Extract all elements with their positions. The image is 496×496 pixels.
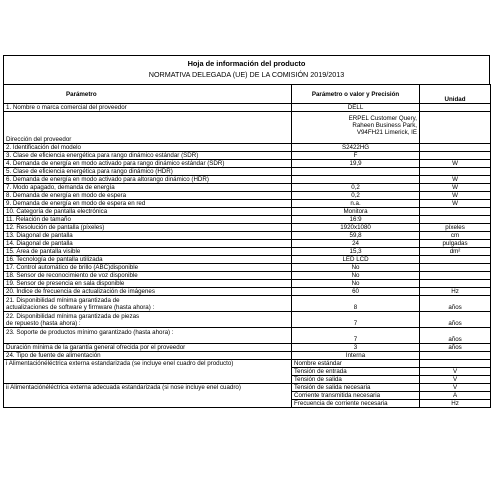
row-value: 7 [292, 328, 420, 344]
row-label: 24. Tipo de fuente de alimentación [4, 352, 292, 360]
row-value: 3 [292, 344, 420, 352]
row-label: 11. Relación de tamaño [4, 216, 292, 224]
row-label: 16. Tecnología de pantalla utilizada [4, 256, 292, 264]
row-value: S2422HG [292, 144, 420, 152]
power-group-i: i Alimentaciónéléctrica externa estandarizada (se incluye enel cuadro del producto) [4, 360, 292, 384]
row-value: LED LCD [292, 256, 420, 264]
table-row [4, 104, 491, 112]
row-unit: años [420, 312, 491, 328]
row-value: 8 [292, 296, 420, 312]
row-unit [420, 216, 491, 224]
table-row [4, 344, 491, 352]
row-label: 9. Demanda de energía en modo de espera en red [4, 200, 292, 208]
table-row [4, 248, 491, 256]
power-unit: V [420, 384, 491, 392]
row-unit: W [420, 200, 491, 208]
row-label: 10. Categoría de pantalla electrónica [4, 208, 292, 216]
table-row [4, 184, 491, 192]
row-label: 1. Nombre o marca comercial del proveedor [4, 104, 292, 112]
power-unit: V [420, 376, 491, 384]
row-label: 4. Demanda de energía en modo activado para rango dinámico estándar (SDR) [4, 160, 292, 168]
row-value: 1920x1080 [292, 224, 420, 232]
row-unit [420, 208, 491, 216]
power-unit: Hz [420, 400, 491, 408]
row-value: Monitora [292, 208, 420, 216]
row-unit [420, 352, 491, 360]
table-row [4, 192, 491, 200]
row-value-line: Raheen Business Park, [352, 122, 418, 129]
row-value: F [292, 152, 420, 160]
product-info-sheet [3, 55, 490, 408]
table-row [4, 208, 491, 216]
row-label [4, 328, 292, 344]
table-row [4, 160, 491, 168]
row-unit: píxeles [420, 224, 491, 232]
row-value: No [292, 272, 420, 280]
row-unit: cm [420, 232, 491, 240]
row-unit [420, 152, 491, 160]
table-row [4, 256, 491, 264]
row-label-line: actualizaciones de software y firmware (hasta ahora) : [6, 304, 155, 311]
power-unit [420, 360, 491, 368]
table-row [4, 152, 491, 160]
row-unit: pulgadas [420, 240, 491, 248]
row-unit [420, 256, 491, 264]
row-value: No [292, 280, 420, 288]
table-row [4, 264, 491, 272]
row-unit [420, 280, 491, 288]
row-label: 3. Clase de eficiencia energética para rango dinámico estándar (SDR) [4, 152, 292, 160]
power-row [4, 384, 491, 392]
row-value: 24 [292, 240, 420, 248]
table-row [4, 112, 491, 144]
row-label: Dirección del proveedor [4, 112, 292, 144]
row-value: 15,3 [292, 248, 420, 256]
table-row [4, 296, 491, 312]
row-unit [420, 112, 491, 144]
row-label [4, 296, 292, 312]
power-label: Nombre estándar [292, 360, 420, 368]
row-value: 16:9 [292, 216, 420, 224]
row-value-line: V94FH21 Limerick, IE [356, 129, 418, 136]
row-label: 18. Sensor de reconocimiento de voz disponible [4, 272, 292, 280]
row-unit: W [420, 184, 491, 192]
row-value: n.a. [292, 200, 420, 208]
power-label: Tensión de salida [292, 376, 420, 384]
row-label: 17. Control automático de brillo (ABC)disponible [4, 264, 292, 272]
row-label: 20. Índice de frecuencia de actualización de imágenes [4, 288, 292, 296]
row-value: 19,9 [292, 160, 420, 168]
row-value-line: ERPEL Customer Query, [348, 115, 418, 122]
product-info-table [3, 84, 491, 408]
table-row [4, 144, 491, 152]
row-unit [420, 144, 491, 152]
table-row [4, 216, 491, 224]
table-row [4, 328, 491, 344]
power-unit: V [420, 368, 491, 376]
row-label-line: 21. Disponibilidad mínima garantizada de [6, 297, 120, 304]
table-row [4, 272, 491, 280]
table-row [4, 232, 491, 240]
row-unit [420, 272, 491, 280]
row-label: 2. Identificación del modelo [4, 144, 292, 152]
row-value: 59,8 [292, 232, 420, 240]
spacer [294, 136, 417, 143]
power-row [4, 360, 491, 368]
row-label: 13. Diagonal de pantalla [4, 232, 292, 240]
row-label-line [6, 336, 289, 343]
row-value: 0,2 [292, 192, 420, 200]
row-value: 60 [292, 288, 420, 296]
table-row [4, 200, 491, 208]
row-value: 0,2 [292, 184, 420, 192]
row-unit: dm² [420, 248, 491, 256]
table-row [4, 168, 491, 176]
row-unit: años [420, 344, 491, 352]
row-label: 7. Modo apagado, demanda de energía [4, 184, 292, 192]
row-label: 6. Demanda de energía en modo activado para altorango dinámico (HDR) [4, 176, 292, 184]
row-label: 14. Diagonal de pantalla [4, 240, 292, 248]
row-label: 12. Resolución de pantalla (píxeles) [4, 224, 292, 232]
row-label: 5. Clase de eficiencia energética para rango dinámico (HDR) [4, 168, 292, 176]
table-row [4, 312, 491, 328]
power-label: Corriente transmitida necesaria [292, 392, 420, 400]
row-label: 19. Sensor de presencia en sala disponible [4, 280, 292, 288]
row-label [4, 312, 292, 328]
row-unit [420, 104, 491, 112]
power-group-ii: ii Alimentaciónéléctrica externa adecuada estandarizada (si nose incluye enel cuadro) [4, 384, 292, 408]
column-header-param: Parámetro [4, 85, 292, 104]
row-label: 8. Demanda de energía en modo de espera [4, 192, 292, 200]
sheet-subtitle: NORMATIVA DELEGADA (UE) DE LA COMISIÓN 2019/2013 [148, 70, 345, 79]
table-row [4, 176, 491, 184]
power-label: Tensión de entrada [292, 368, 420, 376]
row-value [292, 168, 420, 176]
sheet-header [3, 55, 490, 84]
power-label: Frecuencia de corriente necesaria [292, 400, 420, 408]
row-unit: años [420, 328, 491, 344]
power-unit: A [420, 392, 491, 400]
row-unit: años [420, 296, 491, 312]
row-unit: W [420, 160, 491, 168]
row-value: Interna [292, 352, 420, 360]
row-label-line: de repuesto (hasta ahora) : [6, 320, 81, 327]
row-label-line: 22. Disponibilidad mínima garantizada de piezas [6, 313, 140, 320]
row-unit [420, 168, 491, 176]
power-label: Tensión de salida necesaria [292, 384, 420, 392]
table-row [4, 352, 491, 360]
row-unit: W [420, 176, 491, 184]
row-label: 15. Área de pantalla visible [4, 248, 292, 256]
row-value: No [292, 264, 420, 272]
row-label: Duración mínima de la garantía general ofrecida por el proveedor [4, 344, 292, 352]
row-unit: Hz [420, 288, 491, 296]
row-value [292, 112, 420, 144]
table-row [4, 280, 491, 288]
table-row [4, 224, 491, 232]
row-value: 7 [292, 312, 420, 328]
column-header-value: Parámetro o valor y Precisión [292, 85, 420, 104]
row-value: DELL [292, 104, 420, 112]
table-row [4, 288, 491, 296]
row-unit [420, 264, 491, 272]
row-unit: W [420, 192, 491, 200]
table-body [4, 104, 491, 408]
table-row [4, 240, 491, 248]
column-header-row [4, 85, 491, 104]
sheet-title: Hoja de información del producto [187, 59, 306, 68]
row-label-line: 23. Soporte de productos mínimo garantizado (hasta ahora) : [6, 329, 174, 336]
column-header-unit: Unidad [420, 85, 491, 104]
row-value [292, 176, 420, 184]
